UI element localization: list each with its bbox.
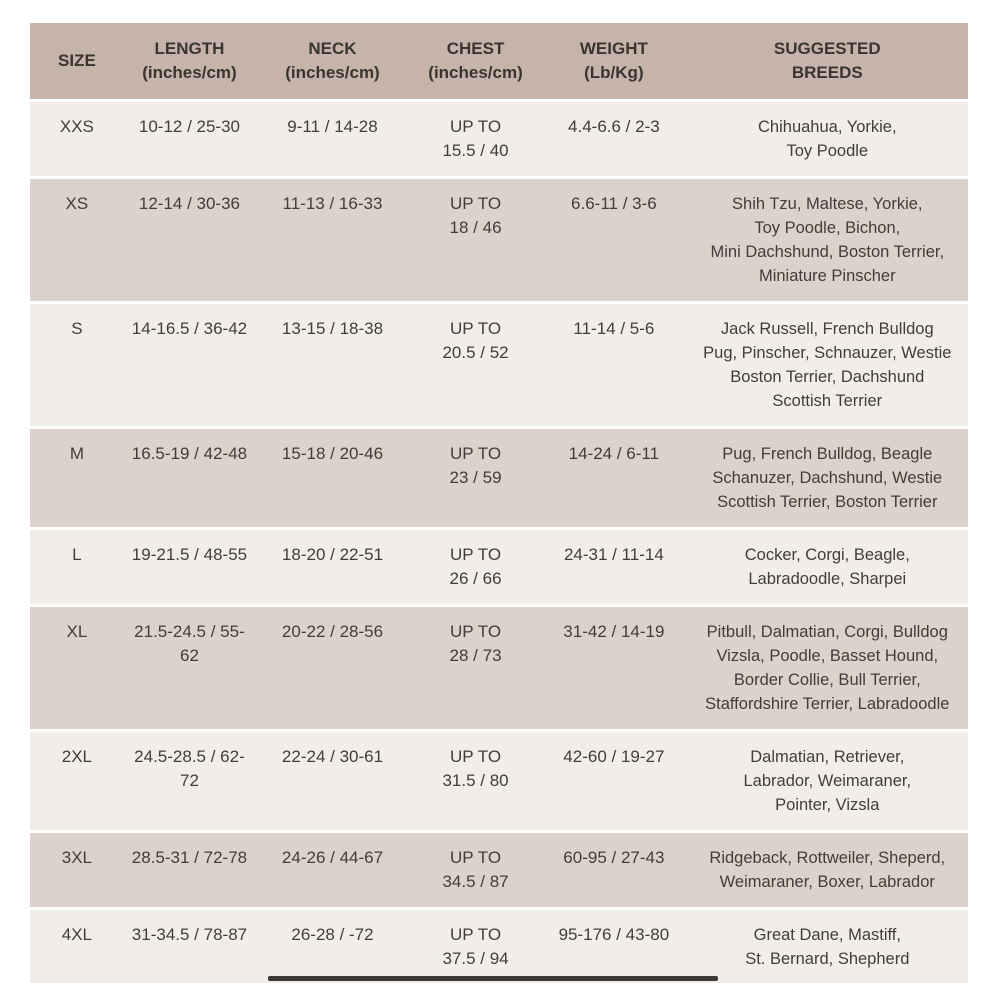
column-header-line: SUGGESTED <box>773 39 881 58</box>
neck-cell: 18-20 / 22-51 <box>255 530 410 604</box>
suggested-breeds-cell <box>687 102 968 176</box>
breeds-line: Toy Poodle <box>786 142 869 160</box>
cropped-next-section-bar <box>268 976 718 981</box>
suggested-breeds-cell <box>687 179 968 301</box>
size-cell: XXS <box>30 102 124 176</box>
size-row-xs <box>30 179 968 301</box>
breeds-line: Border Collie, Bull Terrier, <box>733 671 921 689</box>
column-header-breeds <box>687 23 968 99</box>
chest-line: UP TO <box>450 848 502 867</box>
breeds-line: Toy Poodle, Bichon, <box>754 219 901 237</box>
breeds-line: Boston Terrier, Dachshund <box>730 368 925 386</box>
neck-cell: 9-11 / 14-28 <box>255 102 410 176</box>
size-row-4xl <box>30 910 968 983</box>
breeds-line: Weimaraner, Boxer, Labrador <box>719 873 935 891</box>
size-cell: M <box>30 429 124 527</box>
size-cell: 4XL <box>30 910 124 983</box>
column-header-chest <box>410 23 541 99</box>
breeds-line: Scottish Terrier <box>772 392 883 410</box>
breeds-line: Cocker, Corgi, Beagle, <box>744 546 910 564</box>
neck-cell: 22-24 / 30-61 <box>255 732 410 830</box>
breeds-line: Pug, Pinscher, Schnauzer, Westie <box>703 344 952 362</box>
chest-cell <box>410 304 541 426</box>
size-cell: S <box>30 304 124 426</box>
chest-line: 23 / 59 <box>449 468 502 487</box>
chest-line: 37.5 / 94 <box>442 949 509 968</box>
column-header-line: (inches/cm) <box>428 63 523 82</box>
size-cell: XS <box>30 179 124 301</box>
chest-line: UP TO <box>450 194 502 213</box>
column-header-length <box>124 23 255 99</box>
column-header-size <box>30 23 124 99</box>
chest-line: UP TO <box>450 545 502 564</box>
neck-cell: 13-15 / 18-38 <box>255 304 410 426</box>
weight-cell: 11-14 / 5-6 <box>541 304 686 426</box>
breeds-line: Jack Russell, French Bulldog <box>720 320 934 338</box>
chest-line: UP TO <box>450 747 502 766</box>
length-cell: 16.5-19 / 42-48 <box>124 429 255 527</box>
chest-cell <box>410 910 541 983</box>
length-cell: 21.5-24.5 / 55-62 <box>124 607 255 729</box>
chest-line: 34.5 / 87 <box>442 872 509 891</box>
chest-cell <box>410 102 541 176</box>
breeds-line: Dalmatian, Retriever, <box>750 748 905 766</box>
breeds-line: Miniature Pinscher <box>758 267 896 285</box>
weight-cell: 6.6-11 / 3-6 <box>541 179 686 301</box>
size-cell: 2XL <box>30 732 124 830</box>
weight-cell: 31-42 / 14-19 <box>541 607 686 729</box>
column-header-weight <box>541 23 686 99</box>
column-header-line: BREEDS <box>791 63 863 82</box>
chest-line: UP TO <box>450 925 502 944</box>
neck-cell: 20-22 / 28-56 <box>255 607 410 729</box>
column-header-line: LENGTH <box>154 39 225 58</box>
column-header-line: (inches/cm) <box>285 63 380 82</box>
length-cell: 14-16.5 / 36-42 <box>124 304 255 426</box>
chest-line: 31.5 / 80 <box>442 771 509 790</box>
chest-line: UP TO <box>450 319 502 338</box>
weight-cell: 24-31 / 11-14 <box>541 530 686 604</box>
suggested-breeds-cell <box>687 732 968 830</box>
header-row <box>30 23 968 99</box>
size-row-xxs <box>30 102 968 176</box>
breeds-line: Chihuahua, Yorkie, <box>758 118 897 136</box>
chest-line: 28 / 73 <box>449 646 502 665</box>
chest-line: UP TO <box>450 622 502 641</box>
breeds-line: Great Dane, Mastiff, <box>753 926 901 944</box>
neck-cell: 26-28 / -72 <box>255 910 410 983</box>
breeds-line: Labradoodle, Sharpei <box>748 570 907 588</box>
breeds-line: Pitbull, Dalmatian, Corgi, Bulldog <box>706 623 948 641</box>
chest-cell <box>410 179 541 301</box>
weight-cell: 60-95 / 27-43 <box>541 833 686 907</box>
column-header-line: CHEST <box>446 39 505 58</box>
suggested-breeds-cell <box>687 833 968 907</box>
suggested-breeds-cell <box>687 304 968 426</box>
size-row-s <box>30 304 968 426</box>
size-row-2xl <box>30 732 968 830</box>
size-row-l <box>30 530 968 604</box>
size-row-xl <box>30 607 968 729</box>
length-cell: 12-14 / 30-36 <box>124 179 255 301</box>
breeds-line: Pug, French Bulldog, Beagle <box>722 445 933 463</box>
suggested-breeds-cell <box>687 607 968 729</box>
chest-line: UP TO <box>450 117 502 136</box>
neck-cell: 15-18 / 20-46 <box>255 429 410 527</box>
breeds-line: Schanuzer, Dachshund, Westie <box>712 469 943 487</box>
breeds-line: Labrador, Weimaraner, <box>743 772 912 790</box>
column-header-line: (inches/cm) <box>142 63 237 82</box>
chest-line: 15.5 / 40 <box>442 141 509 160</box>
weight-cell: 4.4-6.6 / 2-3 <box>541 102 686 176</box>
chest-cell <box>410 732 541 830</box>
size-row-m <box>30 429 968 527</box>
length-cell: 19-21.5 / 48-55 <box>124 530 255 604</box>
column-header-line: SIZE <box>58 51 96 70</box>
breeds-line: St. Bernard, Shepherd <box>745 950 910 968</box>
column-header-line: NECK <box>308 39 357 58</box>
chest-cell <box>410 833 541 907</box>
suggested-breeds-cell <box>687 910 968 983</box>
size-cell: L <box>30 530 124 604</box>
chest-line: UP TO <box>450 444 502 463</box>
length-cell: 28.5-31 / 72-78 <box>124 833 255 907</box>
breeds-line: Mini Dachshund, Boston Terrier, <box>710 243 945 261</box>
breeds-line: Shih Tzu, Maltese, Yorkie, <box>732 195 923 213</box>
length-cell: 24.5-28.5 / 62-72 <box>124 732 255 830</box>
suggested-breeds-cell <box>687 429 968 527</box>
suggested-breeds-cell <box>687 530 968 604</box>
column-header-line: (Lb/Kg) <box>584 63 644 82</box>
neck-cell: 24-26 / 44-67 <box>255 833 410 907</box>
breeds-line: Ridgeback, Rottweiler, Sheperd, <box>709 849 946 867</box>
breeds-line: Scottish Terrier, Boston Terrier <box>717 493 938 511</box>
size-cell: 3XL <box>30 833 124 907</box>
dog-size-chart-table <box>30 20 968 983</box>
size-row-3xl <box>30 833 968 907</box>
weight-cell: 95-176 / 43-80 <box>541 910 686 983</box>
chest-line: 20.5 / 52 <box>442 343 509 362</box>
weight-cell: 42-60 / 19-27 <box>541 732 686 830</box>
chest-cell <box>410 607 541 729</box>
chest-cell <box>410 429 541 527</box>
size-cell: XL <box>30 607 124 729</box>
neck-cell: 11-13 / 16-33 <box>255 179 410 301</box>
chest-cell <box>410 530 541 604</box>
length-cell: 10-12 / 25-30 <box>124 102 255 176</box>
breeds-line: Pointer, Vizsla <box>775 796 880 814</box>
column-header-neck <box>255 23 410 99</box>
breeds-line: Vizsla, Poodle, Basset Hound, <box>716 647 939 665</box>
breeds-line: Staffordshire Terrier, Labradoodle <box>705 695 950 713</box>
chest-line: 26 / 66 <box>449 569 502 588</box>
column-header-line: WEIGHT <box>579 39 648 58</box>
weight-cell: 14-24 / 6-11 <box>541 429 686 527</box>
length-cell: 31-34.5 / 78-87 <box>124 910 255 983</box>
chest-line: 18 / 46 <box>449 218 502 237</box>
